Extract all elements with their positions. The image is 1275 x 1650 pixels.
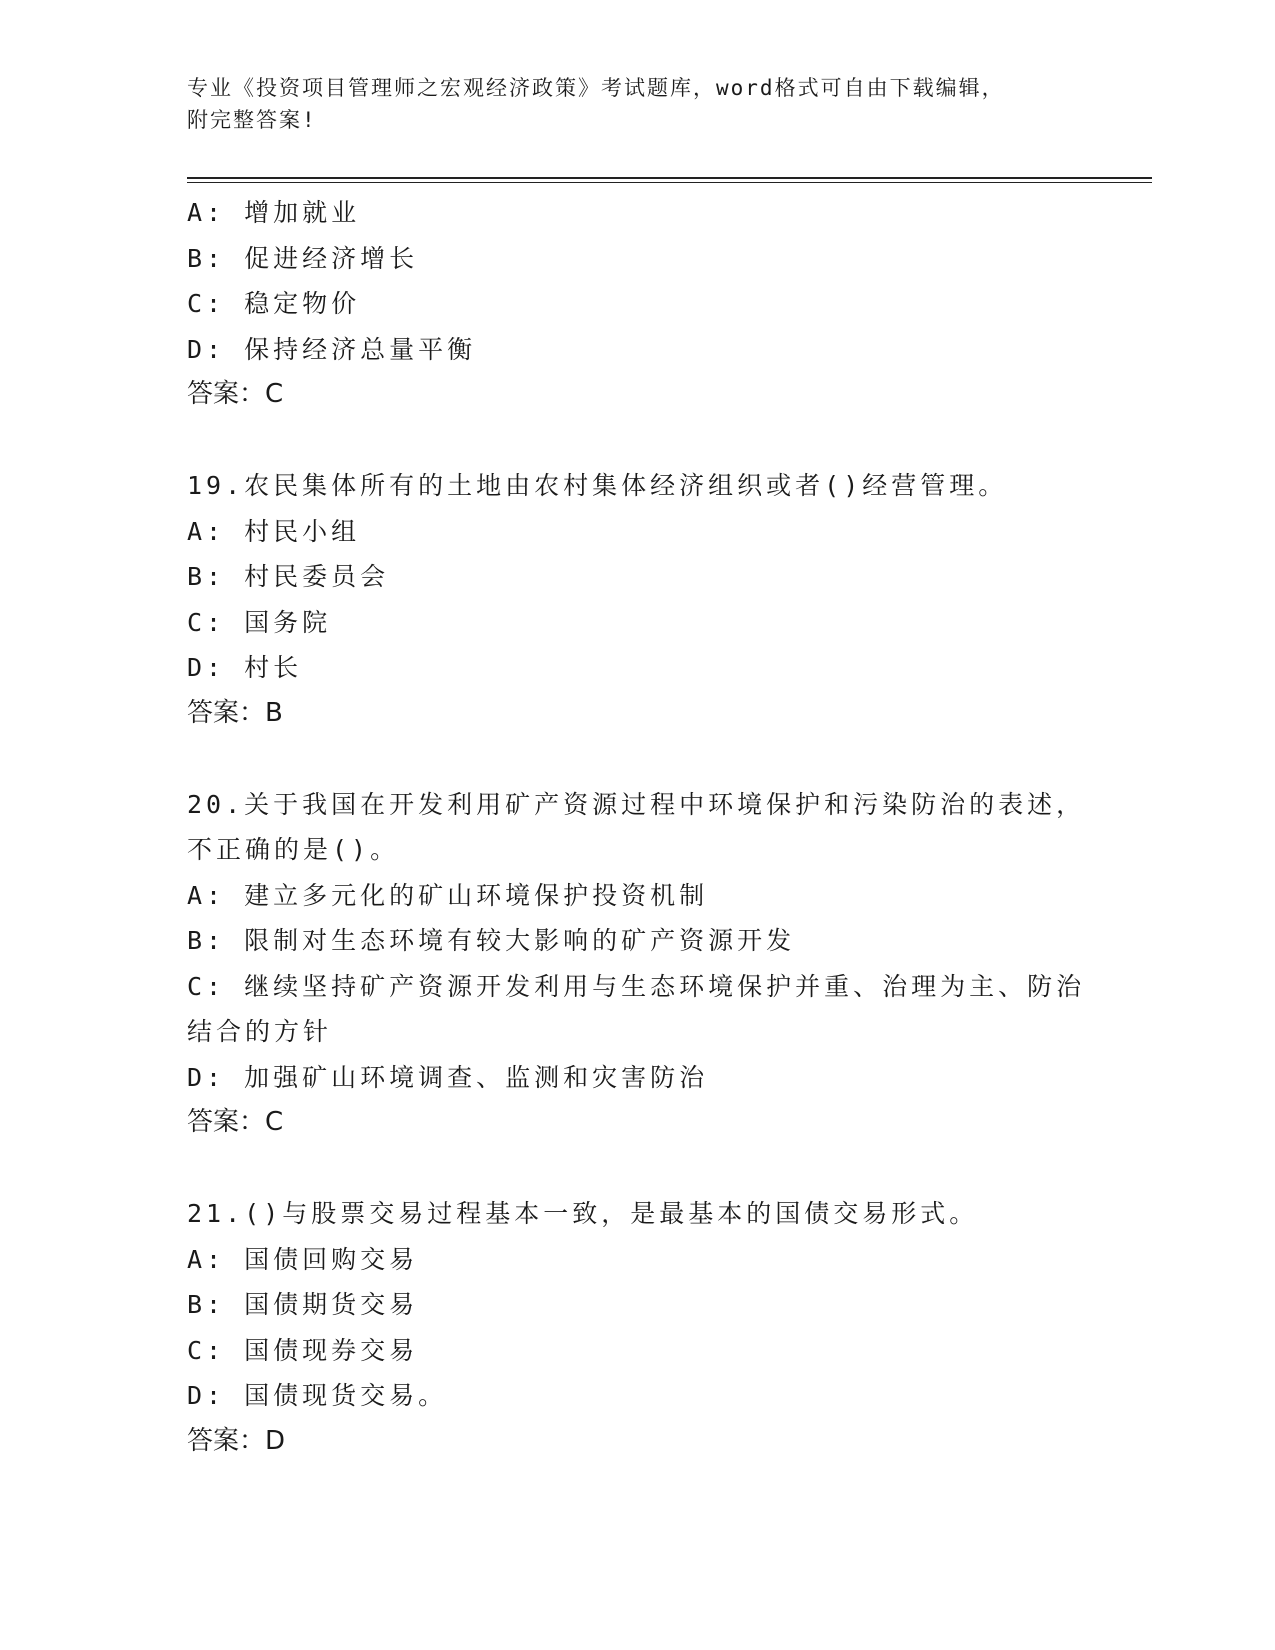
q20-option-c-line-2: 结合的方针 <box>187 1017 333 1046</box>
question-18-block <box>187 190 1087 418</box>
q21-option-a: A: 国债回购交易 <box>187 1244 419 1274</box>
q21-question: 21.()与股票交易过程基本一致，是最基本的国债交易形式。 <box>187 1199 979 1228</box>
q19-option-b: B: 村民委员会 <box>187 562 390 591</box>
q20-question-line-1: 20.关于我国在开发利用矿产资源过程中环境保护和污染防治的表述， <box>187 789 1086 819</box>
header-intro-line-1: 专业《投资项目管理师之宏观经济政策》考试题库，word格式可自由下载编辑， <box>187 76 1005 100</box>
q19-option-a: A: 村民小组 <box>187 516 361 546</box>
question-20-block <box>187 782 1087 1146</box>
q18-answer: 答案：C <box>187 379 284 409</box>
q19-option-d: D: 村长 <box>187 653 303 682</box>
q21-option-d: D: 国债现货交易。 <box>187 1381 448 1410</box>
q21-option-c: C: 国债现券交易 <box>187 1335 419 1365</box>
spacer <box>187 1146 1087 1192</box>
q20-option-b: B: 限制对生态环境有较大影响的矿产资源开发 <box>187 926 796 955</box>
q19-option-c: C: 国务院 <box>187 607 332 637</box>
q19-question: 19.农民集体所有的土地由农村集体经济组织或者()经营管理。 <box>187 471 1008 500</box>
q18-option-a: A: 增加就业 <box>187 198 361 227</box>
q20-option-a: A: 建立多元化的矿山环境保护投资机制 <box>187 880 709 910</box>
q20-question-line-2: 不正确的是()。 <box>187 835 400 864</box>
q19-answer: 答案：B <box>187 697 283 728</box>
header-divider-thick <box>187 177 1152 179</box>
question-list <box>187 190 1087 1464</box>
q18-option-c: C: 稳定物价 <box>187 289 361 318</box>
q20-option-c-line-1: C: 继续坚持矿产资源开发利用与生态环境保护并重、治理为主、防治 <box>187 971 1086 1001</box>
header-divider-thin <box>187 182 1152 183</box>
spacer <box>187 736 1087 782</box>
q20-answer: 答案：C <box>187 1107 284 1137</box>
document-header <box>187 72 1087 136</box>
question-19-block <box>187 463 1087 736</box>
q18-option-b: B: 促进经济增长 <box>187 243 419 273</box>
header-intro-line-2: 附完整答案! <box>187 108 317 132</box>
q21-option-b: B: 国债期货交易 <box>187 1290 419 1319</box>
q20-option-d: D: 加强矿山环境调查、监测和灾害防治 <box>187 1062 709 1092</box>
q18-option-d: D: 保持经济总量平衡 <box>187 334 477 364</box>
q21-answer: 答案：D <box>187 1425 286 1456</box>
spacer <box>187 418 1087 464</box>
question-21-block <box>187 1191 1087 1464</box>
